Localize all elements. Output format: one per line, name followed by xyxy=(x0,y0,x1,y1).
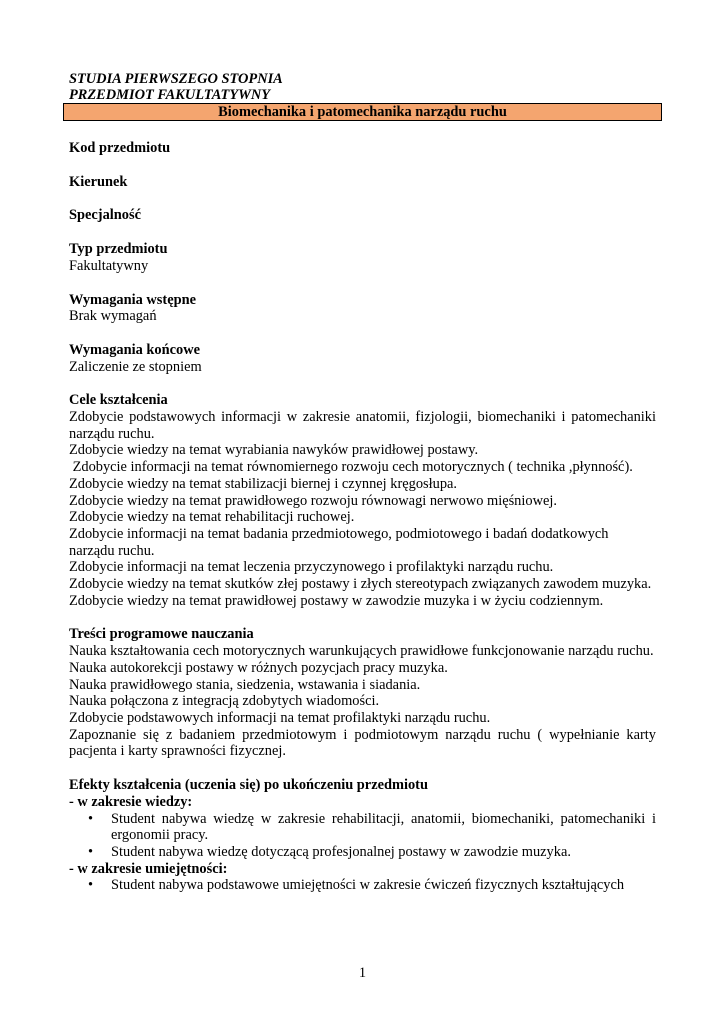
section-wymagania-koncowe xyxy=(69,342,656,375)
list-item xyxy=(69,877,656,894)
umiejetnosci-list xyxy=(69,877,656,894)
document-header xyxy=(69,71,283,103)
text-line: Zdobycie wiedzy na temat wyrabiania nawyków prawidłowej postawy. xyxy=(69,442,479,459)
bullet-icon: • xyxy=(88,843,94,860)
section-label: Specjalność xyxy=(69,207,141,224)
list-item xyxy=(69,844,656,861)
text-line: Zapoznanie się z badaniem przedmiotowym i podmiotowym narządu ruchu ( wypełnianie karty pacjenta i karty sprawności fizycznej. xyxy=(69,726,656,760)
section-value: Brak wymagań xyxy=(69,308,157,325)
section-label: Cele kształcenia xyxy=(69,392,168,409)
section-label: Efekty kształcenia (uczenia się) po ukończeniu przedmiotu xyxy=(69,777,428,794)
wiedza-list xyxy=(69,811,656,861)
section-value: Fakultatywny xyxy=(69,257,149,274)
text-line: Zdobycie wiedzy na temat stabilizacji biernej i czynnej kręgosłupa. xyxy=(69,475,457,492)
section-kierunek xyxy=(69,174,656,191)
course-type: PRZEDMIOT FAKULTATYWNY xyxy=(69,87,271,103)
section-cele xyxy=(69,392,656,609)
section-efekty xyxy=(69,777,656,894)
text-line: Zdobycie podstawowych informacji na temat profilaktyki narządu ruchu. xyxy=(69,709,491,726)
document-body xyxy=(69,140,656,894)
text-line: Zdobycie informacji na temat leczenia przyczynowego i profilaktyki narządu ruchu. xyxy=(69,559,554,576)
list-item xyxy=(69,811,656,844)
subsection-label-umiejetnosci: - w zakresie umiejętności: xyxy=(69,860,228,877)
text-line: Nauka kształtowania cech motorycznych warunkujących prawidłowe funkcjonowanie narządu ruchu. xyxy=(69,643,654,660)
list-item-text: Student nabywa wiedzę w zakresie rehabilitacji, anatomii, biomechaniki, patomechaniki i ergonomii pracy. xyxy=(111,810,656,844)
list-item-text: Student nabywa podstawowe umiejętności w zakresie ćwiczeń fizycznych kształtujących xyxy=(111,877,625,894)
section-label: Wymagania końcowe xyxy=(69,341,200,358)
bullet-icon: • xyxy=(88,810,94,827)
subsection-label-wiedza: - w zakresie wiedzy: xyxy=(69,793,193,810)
text-line: Nauka połączona z integracją zdobytych wiadomości. xyxy=(69,693,380,710)
section-label: Kierunek xyxy=(69,173,128,190)
section-tresci xyxy=(69,626,656,760)
text-line: Zdobycie wiedzy na temat prawidłowego rozwoju równowagi nerwowo mięśniowej. xyxy=(69,492,557,509)
section-typ xyxy=(69,241,656,274)
section-kod xyxy=(69,140,656,157)
text-line: Zdobycie wiedzy na temat rehabilitacji ruchowej. xyxy=(69,509,355,526)
section-label: Wymagania wstępne xyxy=(69,291,196,308)
text-line: Zdobycie wiedzy na temat skutków złej postawy i złych stereotypach związanych zawodem muzyka. xyxy=(69,576,652,593)
text-line: Nauka prawidłowego stania, siedzenia, wstawania i siadania. xyxy=(69,676,421,693)
section-specjalnosc xyxy=(69,207,656,224)
section-label: Typ przedmiotu xyxy=(69,241,168,258)
section-wymagania-wstepne xyxy=(69,292,656,325)
section-value: Zaliczenie ze stopniem xyxy=(69,358,202,375)
section-label: Kod przedmiotu xyxy=(69,140,171,156)
course-title: Biomechanika i patomechanika narządu ruchu xyxy=(63,103,662,121)
text-line: Zdobycie wiedzy na temat prawidłowej postawy w zawodzie muzyka i w życiu codziennym. xyxy=(69,592,604,609)
text-line: Zdobycie podstawowych informacji w zakresie anatomii, fizjologii, biomechaniki i patomechaniki narządu ruchu. xyxy=(69,409,656,442)
text-line: Zdobycie informacji na temat równomiernego rozwoju cech motorycznych ( technika ,płynność). xyxy=(69,459,633,476)
page-number: 1 xyxy=(358,965,367,981)
text-line: Nauka autokorekcji postawy w różnych pozycjach pracy muzyka. xyxy=(69,659,448,676)
section-label: Treści programowe nauczania xyxy=(69,626,254,643)
list-item-text: Student nabywa wiedzę dotyczącą profesjonalnej postawy w zawodzie muzyka. xyxy=(111,843,571,860)
bullet-icon: • xyxy=(88,877,94,894)
text-line: Zdobycie informacji na temat badania przedmiotowego, podmiotowego i badań dodatkowych narządu ruchu. xyxy=(69,525,609,559)
study-level: STUDIA PIERWSZEGO STOPNIA xyxy=(69,71,283,87)
